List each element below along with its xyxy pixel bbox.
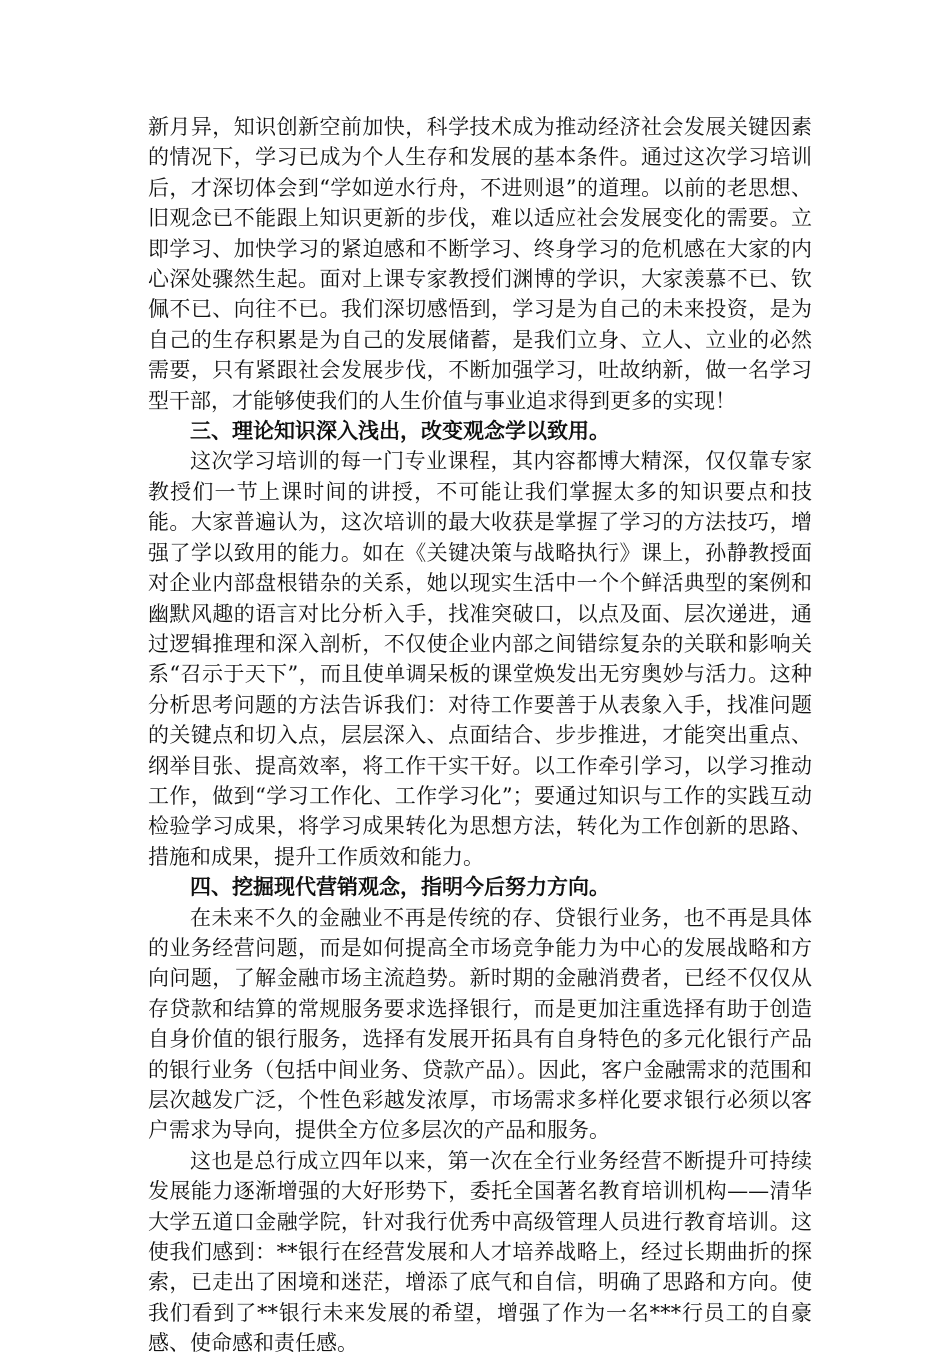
section-heading-3: 三、理论知识深入浅出，改变观念学以致用。	[190, 419, 610, 444]
paragraph-section-4a: 在未来不久的金融业不再是传统的存、贷银行业务，也不再是具体的业务经营问题，而是如何提高全市场竞争能力为中心的发展战略和方向问题，了解金融市场主流趋势。新时期的金融消费者，已经不仅仅从存贷款和结算的常规服务要求选择银行，而是更加注重选择有助于创造自身价值的银行服务，选择有发展开拓具有自身特色的多元化银行产品的银行业务（包括中间业务、贷款产品）。因此，客户金融需求的范围和层次越发广泛，个性色彩越发浓厚，市场需求多样化要求银行必须以客户需求为导向，提供全方位多层次的产品和服务。	[148, 905, 812, 1143]
section-heading-4: 四、挖掘现代营销观念，指明今后努力方向。	[190, 875, 610, 900]
paragraph-section-3: 这次学习培训的每一门专业课程，其内容都博大精深，仅仅靠专家教授们一节上课时间的讲授，不可能让我们掌握太多的知识要点和技能。大家普遍认为，这次培训的最大收获是掌握了学习的方法技巧，增强了学以致用的能力。如在《关键决策与战略执行》课上，孙静教授面对企业内部盘根错杂的关系，她以现实生活中一个个鲜活典型的案例和幽默风趣的语言对比分析入手，找准突破口，以点及面、层次递进，通过逻辑推理和深入剖析，不仅使企业内部之间错综复杂的关联和影响关系“召示于天下”，而且使单调呆板的课堂焕发出无穷奥妙与活力。这种分析思考问题的方法告诉我们：对待工作要善于从表象入手，找准问题的关键点和切入点，层层深入、点面结合、步步推进，才能突出重点、纲举目张、提高效率，将工作干实干好。以工作牵引学习，以学习推动工作，做到“学习工作化、工作学习化”；要通过知识与工作的实践互动检验学习成果，将学习成果转化为思想方法，转化为工作创新的思路、措施和成果，提升工作质效和能力。	[148, 449, 812, 869]
document-page	[148, 112, 812, 1359]
paragraph-continued: 新月异，知识创新空前加快，科学技术成为推动经济社会发展关键因素的情况下，学习已成为个人生存和发展的基本条件。通过这次学习培训后，才深切体会到“学如逆水行舟，不进则退”的道理。以前的老思想、旧观念已不能跟上知识更新的步伐，难以适应社会发展变化的需要。立即学习、加快学习的紧迫感和不断学习、终身学习的危机感在大家的内心深处骤然生起。面对上课专家教授们渊博的学识，大家羡慕不已、钦佩不已、向往不已。我们深切感悟到，学习是为自己的未来投资，是为自己的生存积累是为自己的发展储蓄，是我们立身、立人、立业的必然需要，只有紧跟社会发展步伐，不断加强学习，吐故纳新，做一名学习型干部，才能够使我们的人生价值与事业追求得到更多的实现！	[148, 115, 812, 413]
paragraph-section-4b: 这也是总行成立四年以来，第一次在全行业务经营不断提升可持续发展能力逐渐增强的大好形势下，委托全国著名教育培训机构——清华大学五道口金融学院，针对我行优秀中高级管理人员进行教育培训。这使我们感到：**银行在经营发展和人才培养战略上，经过长期曲折的探索，已走出了困境和迷茫，增添了底气和自信，明确了思路和方向。使我们看到了**银行未来发展的希望，增强了作为一名***行员工的自豪感、使命感和责任感。	[148, 1148, 812, 1356]
